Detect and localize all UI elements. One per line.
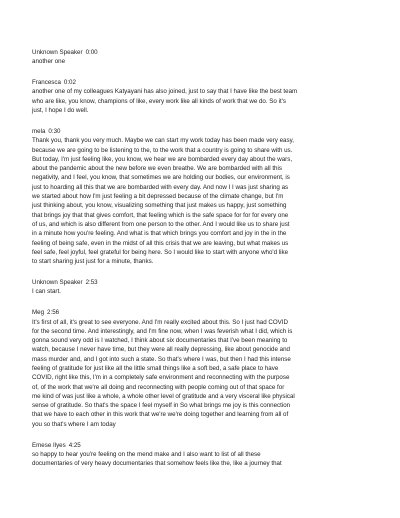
utterance-text: so happy to hear you're feeling on the mend make and I also want to list of all these documentaries of very heavy documentaries that somehow feels like the, like a journey that (32, 450, 282, 468)
transcript-entry (32, 127, 377, 266)
utterance-text: Thank you, thank you very much. Maybe we can start my work today has been made very easy, because we are going to be listening to the, to the work that a country is going to share with us. But today, I'm just feeling like, you know, we hear we are bombarded every day about the wars, about the pandemic about the new before we even breathe. We are bombarded with all this negativity, and I feel, you know, that sometimes we are holding our bodies, our environment, is just to hoarding all this that we are bombarded with every day. And now I I was just sharing as we started about how I'm just feeling a bit depressed because of the climate change, but I'm just thinking about, you know, visualizing something that just makes us happy, just something that brings joy that that gives comfort, that feeling which is the safe space for for for every one of us, and which is also different from one person to the other. And I would like us to share just in a minute how you're feeling. And what is that which brings you comfort and joy in the in the feeling of being safe, even in the midst of all this crisis that we are leaving, but what makes us feel safe, feel joyful, feel grateful for being here. So I would like to start with anyone who'd like to start sharing just just for a minute, thanks. (32, 137, 294, 266)
speaker-line (32, 48, 377, 57)
speaker-line (32, 78, 377, 87)
transcript-entry (32, 278, 377, 297)
speaker-line (32, 278, 377, 287)
utterance-text: I can start. (32, 288, 61, 296)
utterance-text: another one of my colleagues Katyayani has also joined, just to say that I have like the best team who are like, you know, champions of like, every work like all kinds of work that we do. So it's just, I hope I do well. (32, 88, 298, 115)
speaker-line (32, 441, 377, 450)
speaker-name: Unknown Speaker (32, 279, 83, 287)
speaker-line (32, 127, 377, 136)
timestamp: 2:56 (47, 309, 60, 317)
transcript-document (32, 48, 377, 480)
speaker-name: Emese Ilyes (32, 441, 66, 449)
utterance-text: another one (32, 58, 66, 66)
speaker-name: Unknown Speaker (32, 49, 83, 56)
speaker-name: mela (32, 127, 46, 135)
timestamp: 0:30 (48, 127, 61, 135)
speaker-name: Francesca (32, 79, 61, 87)
speaker-line (32, 308, 377, 317)
transcript-entry (32, 308, 377, 429)
transcript-entry (32, 441, 377, 469)
timestamp: 4:25 (68, 441, 81, 449)
transcript-entry (32, 78, 377, 115)
timestamp: 0:00 (85, 49, 98, 56)
utterance-text: It's first of all, it's great to see everyone. And I'm really excited about this. So I just had COVID for the second time. And interestingly, and I'm fine now, when I was feverish what I did, which is gonna sound very odd is I watched, I think about six documentaries that I've been meaning to watch, because I never have time, but they were all really depressing, like about genocide and mass murder and, and I got into such a state. So that's where I was, but then I had this intense feeling of gratitude for just like all the little small things like a soft bed, a safe place to have COVID, right like this, I'm in a completely safe environment and reconnecting with the purpose of, of the work that we're all doing and reconnecting with people coming out of that space for me kind of was just like a whole, a whole other level of gratitude and a very visceral like physical sense of gratitude. So that's the space I feel myself in So what brings me joy is this connection that we have to each other in this work that we're we're doing together and learning from all of you so that's where I am today (32, 318, 295, 428)
timestamp: 2:53 (85, 279, 98, 287)
speaker-name: Meg (32, 309, 45, 317)
transcript-entry (32, 48, 377, 67)
timestamp: 0:02 (63, 79, 76, 87)
